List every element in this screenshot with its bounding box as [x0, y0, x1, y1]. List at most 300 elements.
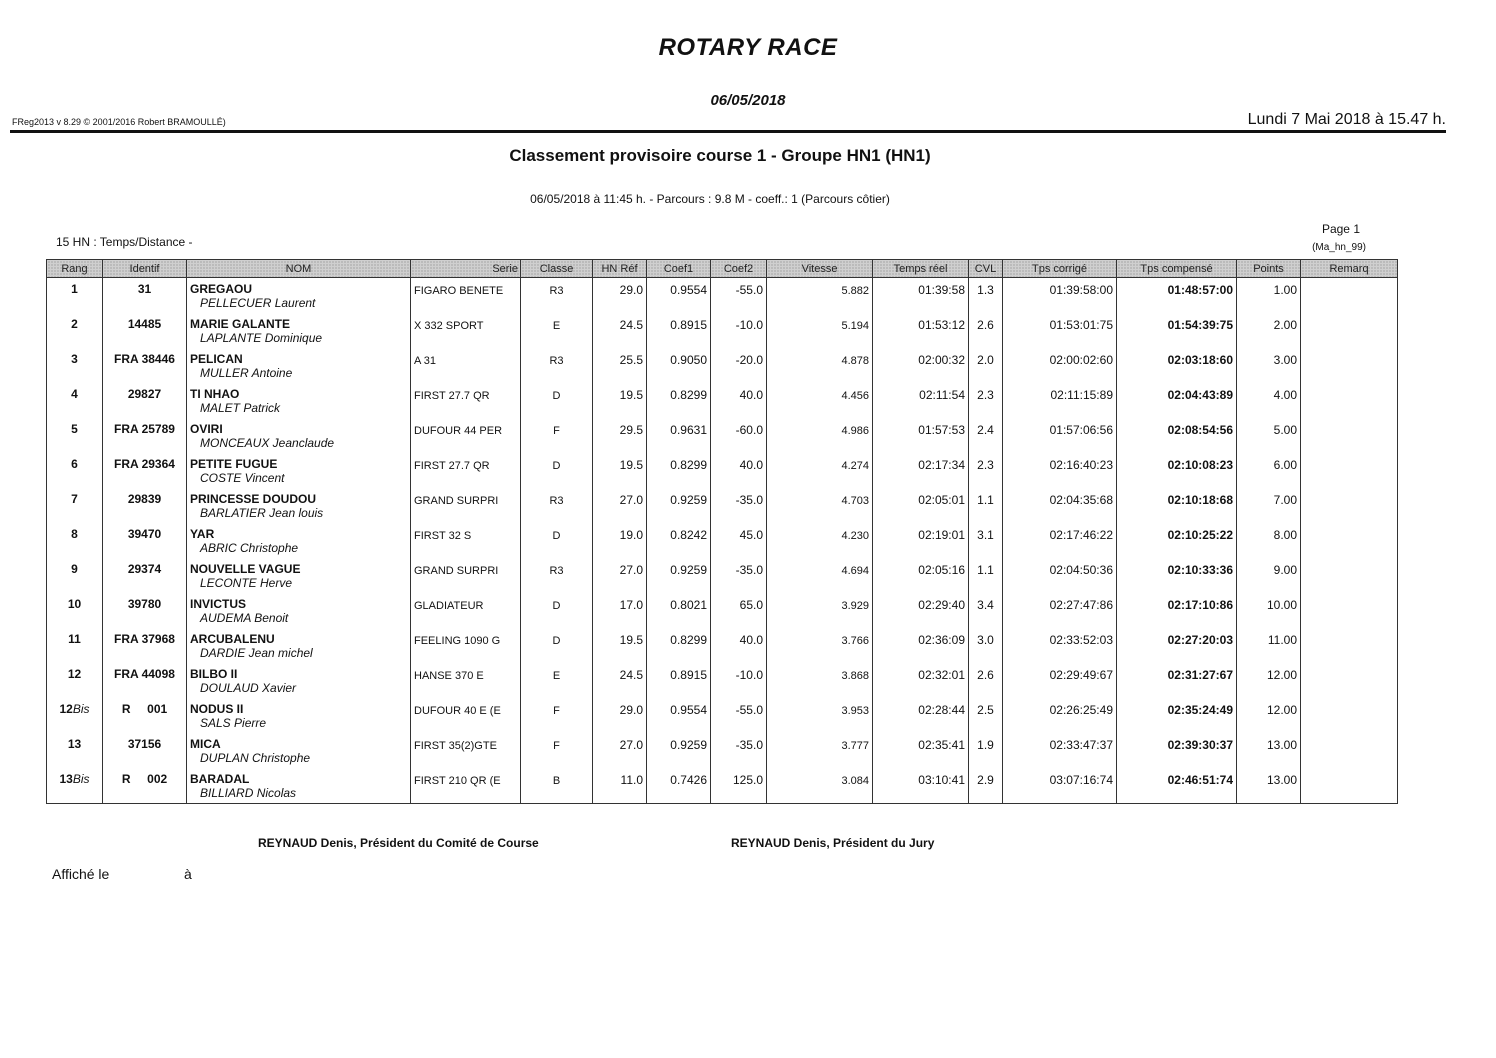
cell-nom — [187, 768, 411, 804]
cell-tps-corrige — [1003, 348, 1117, 383]
cell-coef1 — [647, 558, 711, 593]
vitesse-value: 5.194 — [841, 320, 869, 332]
table-row — [47, 418, 1398, 453]
tps-compense-value: 02:46:51:74 — [1167, 773, 1233, 787]
cell-remarq — [1301, 698, 1398, 733]
temps-reel-value: 02:36:09 — [918, 633, 965, 647]
identif-value: 39780 — [127, 597, 162, 611]
coef2-value: -55.0 — [735, 283, 763, 297]
skipper-name: DARDIE Jean michel — [200, 646, 313, 660]
serie-value: X 332 SPORT — [414, 320, 484, 332]
coef1-value: 0.9259 — [670, 563, 707, 577]
temps-reel-value: 02:19:01 — [918, 528, 965, 542]
cell-classe — [521, 383, 593, 418]
cell-classe — [521, 593, 593, 628]
cell-tps-compense — [1117, 523, 1237, 558]
coef2-value: 125.0 — [732, 773, 763, 787]
coef2-value: -20.0 — [735, 353, 763, 367]
cell-coef2 — [711, 733, 767, 768]
cell-vitesse — [767, 523, 873, 558]
cell-serie — [411, 488, 521, 523]
cell-nom — [187, 628, 411, 663]
cell-tps-corrige — [1003, 628, 1117, 663]
cell-cvl — [969, 698, 1003, 733]
table-row — [47, 628, 1398, 663]
print-timestamp: Lundi 7 Mai 2018 à 15.47 h. — [1247, 111, 1446, 128]
cell-points — [1237, 488, 1301, 523]
cell-temps-reel — [873, 558, 969, 593]
cell-serie — [411, 418, 521, 453]
cvl-value: 1.1 — [977, 563, 994, 577]
cell-hn — [593, 768, 647, 804]
cvl-value: 2.6 — [977, 668, 994, 682]
cell-identif — [103, 488, 187, 523]
cell-rang — [47, 558, 103, 593]
results-body — [47, 278, 1398, 804]
temps-reel-value: 02:29:40 — [918, 598, 965, 612]
coef2-value: -35.0 — [735, 563, 763, 577]
cell-rang — [47, 313, 103, 348]
cell-tps-compense — [1117, 453, 1237, 488]
cell-cvl — [969, 278, 1003, 314]
coef2-value: -55.0 — [735, 703, 763, 717]
page-number: Page 1 — [1321, 222, 1360, 236]
cell-identif — [103, 348, 187, 383]
race-info: 06/05/2018 à 11:45 h. - Parcours : 9.8 M - coeff.: 1 (Parcours côtier) — [530, 192, 890, 206]
tps-compense-value: 02:35:24:49 — [1167, 703, 1233, 717]
cell-serie — [411, 593, 521, 628]
col-header-serie: Serie — [411, 260, 521, 278]
cell-cvl — [969, 523, 1003, 558]
boat-name: MARIE GALANTE — [190, 317, 290, 331]
skipper-name: MONCEAUX Jeanclaude — [200, 436, 335, 450]
classe-value: F — [553, 740, 560, 752]
cell-identif — [103, 453, 187, 488]
table-row — [47, 348, 1398, 383]
cell-tps-corrige — [1003, 453, 1117, 488]
tps-compense-value: 02:31:27:67 — [1167, 668, 1233, 682]
cell-nom — [187, 418, 411, 453]
cell-temps-reel — [873, 663, 969, 698]
coef1-value: 0.9554 — [670, 283, 707, 297]
cell-identif — [103, 663, 187, 698]
cell-hn — [593, 698, 647, 733]
tps-corrige-value: 02:33:47:37 — [1049, 738, 1113, 752]
cell-remarq — [1301, 453, 1398, 488]
cell-vitesse — [767, 698, 873, 733]
cell-remarq — [1301, 733, 1398, 768]
cell-identif — [103, 418, 187, 453]
points-value: 5.00 — [1273, 423, 1297, 437]
tps-compense-value: 02:10:08:23 — [1167, 458, 1233, 472]
cell-tps-compense — [1117, 418, 1237, 453]
cell-temps-reel — [873, 768, 969, 804]
cvl-value: 1.9 — [977, 738, 994, 752]
serie-value: FIRST 210 QR (E — [414, 775, 501, 787]
classe-value: R3 — [549, 285, 564, 297]
table-row — [47, 593, 1398, 628]
cell-tps-corrige — [1003, 663, 1117, 698]
coef2-value: 40.0 — [739, 388, 763, 402]
hn-value: 27.0 — [619, 563, 643, 577]
cell-serie — [411, 278, 521, 314]
cell-nom — [187, 278, 411, 314]
rang-value: 1 — [71, 282, 78, 296]
col-header-tps-corrige: Tps corrigé — [1003, 260, 1117, 278]
cell-vitesse — [767, 663, 873, 698]
coef1-value: 0.8021 — [670, 598, 707, 612]
cell-tps-compense — [1117, 663, 1237, 698]
cell-tps-corrige — [1003, 698, 1117, 733]
cell-points — [1237, 768, 1301, 804]
tps-corrige-value: 02:27:47:86 — [1049, 598, 1113, 612]
table-row — [47, 383, 1398, 418]
cell-coef1 — [647, 593, 711, 628]
cell-hn — [593, 593, 647, 628]
cell-coef2 — [711, 593, 767, 628]
cell-coef1 — [647, 523, 711, 558]
cell-cvl — [969, 593, 1003, 628]
cell-hn — [593, 418, 647, 453]
cell-cvl — [969, 663, 1003, 698]
cell-remarq — [1301, 313, 1398, 348]
points-value: 9.00 — [1273, 563, 1297, 577]
tps-compense-value: 02:10:18:68 — [1167, 493, 1233, 507]
cell-classe — [521, 523, 593, 558]
tps-corrige-value: 02:04:50:36 — [1049, 563, 1113, 577]
tps-corrige-value: 02:26:25:49 — [1049, 703, 1113, 717]
hn-value: 29.0 — [619, 703, 643, 717]
vitesse-value: 3.929 — [841, 600, 869, 612]
cell-points — [1237, 418, 1301, 453]
col-header-tps-compense: Tps compensé — [1117, 260, 1237, 278]
cell-remarq — [1301, 383, 1398, 418]
rang-value: 2 — [71, 317, 78, 331]
vitesse-value: 4.274 — [841, 460, 869, 472]
table-header-row — [47, 260, 1398, 278]
coef2-value: -10.0 — [735, 668, 763, 682]
cell-coef1 — [647, 768, 711, 804]
cell-hn — [593, 278, 647, 314]
header-divider — [10, 130, 1446, 133]
cell-rang — [47, 768, 103, 804]
serie-value: FIGARO BENETE — [414, 285, 504, 297]
skipper-name: PELLECUER Laurent — [200, 296, 316, 310]
cell-cvl — [969, 733, 1003, 768]
cell-cvl — [969, 313, 1003, 348]
points-value: 12.00 — [1266, 703, 1297, 717]
tps-compense-value: 02:17:10:86 — [1167, 598, 1233, 612]
cell-temps-reel — [873, 383, 969, 418]
cvl-value: 3.1 — [977, 528, 994, 542]
cell-vitesse — [767, 488, 873, 523]
cell-coef1 — [647, 418, 711, 453]
cell-tps-corrige — [1003, 488, 1117, 523]
rang-value: 3 — [71, 352, 78, 366]
identif-value: 37156 — [127, 737, 162, 751]
cell-rang — [47, 383, 103, 418]
temps-reel-value: 01:57:53 — [918, 423, 965, 437]
cell-coef2 — [711, 663, 767, 698]
cell-nom — [187, 348, 411, 383]
serie-value: GRAND SURPRI — [414, 495, 499, 507]
classe-value: R3 — [549, 495, 564, 507]
coef1-value: 0.9050 — [670, 353, 707, 367]
temps-reel-value: 02:32:01 — [918, 668, 965, 682]
cell-coef2 — [711, 453, 767, 488]
tps-corrige-value: 01:39:58:00 — [1049, 283, 1113, 297]
serie-value: A 31 — [414, 355, 437, 367]
hn-value: 25.5 — [619, 353, 643, 367]
cell-points — [1237, 383, 1301, 418]
tps-corrige-value: 02:29:49:67 — [1049, 668, 1113, 682]
cell-cvl — [969, 488, 1003, 523]
table-row — [47, 663, 1398, 698]
cell-hn — [593, 663, 647, 698]
temps-reel-value: 01:53:12 — [918, 318, 965, 332]
cell-points — [1237, 453, 1301, 488]
cell-remarq — [1301, 523, 1398, 558]
vitesse-value: 3.766 — [841, 635, 869, 647]
rang-value: 7 — [71, 492, 78, 506]
identif-value: 29827 — [127, 387, 162, 401]
cell-coef1 — [647, 278, 711, 314]
hn-value: 27.0 — [619, 493, 643, 507]
points-value: 13.00 — [1266, 738, 1297, 752]
cell-temps-reel — [873, 488, 969, 523]
cell-classe — [521, 733, 593, 768]
cell-tps-compense — [1117, 348, 1237, 383]
cvl-value: 2.0 — [977, 353, 994, 367]
cell-vitesse — [767, 593, 873, 628]
identif-value: FRA 25789 — [114, 422, 175, 436]
cell-coef1 — [647, 348, 711, 383]
temps-reel-value: 03:10:41 — [918, 773, 965, 787]
skipper-name: LAPLANTE Dominique — [200, 331, 323, 345]
rang-value: 12 — [59, 702, 73, 716]
vitesse-value: 4.703 — [841, 495, 869, 507]
coef2-value: 45.0 — [739, 528, 763, 542]
hn-value: 19.5 — [619, 633, 643, 647]
coef1-value: 0.8299 — [670, 458, 707, 472]
cell-serie — [411, 628, 521, 663]
cell-identif — [103, 733, 187, 768]
tps-corrige-value: 01:53:01:75 — [1049, 318, 1113, 332]
classe-value: E — [552, 670, 561, 682]
classe-value: B — [552, 775, 561, 787]
points-value: 3.00 — [1273, 353, 1297, 367]
cell-cvl — [969, 453, 1003, 488]
hn-value: 19.5 — [619, 388, 643, 402]
cvl-value: 1.3 — [977, 283, 994, 297]
temps-reel-value: 01:39:58 — [918, 283, 965, 297]
serie-value: HANSE 370 E — [414, 670, 484, 682]
identif-value: 39470 — [127, 527, 162, 541]
rang-value: 13 — [67, 737, 82, 751]
page-code: (Ma_hn_99) — [1312, 242, 1366, 253]
cell-coef2 — [711, 313, 767, 348]
coef2-value: 65.0 — [739, 598, 763, 612]
coef2-value: 40.0 — [739, 458, 763, 472]
cell-rang — [47, 733, 103, 768]
cell-tps-corrige — [1003, 418, 1117, 453]
coef1-value: 0.8915 — [670, 668, 707, 682]
cell-points — [1237, 313, 1301, 348]
vitesse-value: 4.456 — [841, 390, 869, 402]
points-value: 4.00 — [1273, 388, 1297, 402]
cell-nom — [187, 523, 411, 558]
cell-temps-reel — [873, 523, 969, 558]
points-value: 7.00 — [1273, 493, 1297, 507]
cell-rang — [47, 453, 103, 488]
vitesse-value: 3.868 — [841, 670, 869, 682]
skipper-name: LECONTE Herve — [200, 576, 293, 590]
boat-name: OVIRI — [190, 422, 223, 436]
rang-value: 9 — [71, 562, 78, 576]
hn-value: 19.0 — [619, 528, 643, 542]
identif-value: R 001 — [121, 702, 168, 716]
temps-reel-value: 02:05:16 — [918, 563, 965, 577]
cell-nom — [187, 663, 411, 698]
boat-name: NODUS II — [190, 702, 244, 716]
col-header-points: Points — [1237, 260, 1301, 278]
cell-hn — [593, 488, 647, 523]
cell-rang — [47, 698, 103, 733]
cell-serie — [411, 663, 521, 698]
cell-coef1 — [647, 628, 711, 663]
table-row — [47, 453, 1398, 488]
points-value: 2.00 — [1273, 318, 1297, 332]
cell-tps-corrige — [1003, 523, 1117, 558]
tps-compense-value: 02:10:25:22 — [1167, 528, 1233, 542]
col-header-identif: Identif — [103, 260, 187, 278]
cell-tps-compense — [1117, 383, 1237, 418]
identif-value: 29839 — [127, 492, 162, 506]
vitesse-value: 3.084 — [841, 775, 869, 787]
cell-hn — [593, 348, 647, 383]
skipper-name: DOULAUD Xavier — [200, 681, 297, 695]
cell-tps-corrige — [1003, 558, 1117, 593]
cell-cvl — [969, 628, 1003, 663]
boat-name: YAR — [190, 527, 215, 541]
cell-identif — [103, 558, 187, 593]
table-row — [47, 313, 1398, 348]
cell-hn — [593, 733, 647, 768]
identif-value: FRA 29364 — [114, 457, 175, 471]
cell-temps-reel — [873, 593, 969, 628]
cell-identif — [103, 698, 187, 733]
tps-corrige-value: 02:16:40:23 — [1049, 458, 1113, 472]
vitesse-value: 4.230 — [841, 530, 869, 542]
coef2-value: -60.0 — [735, 423, 763, 437]
cell-nom — [187, 488, 411, 523]
cell-rang — [47, 663, 103, 698]
ranking-subtitle: Classement provisoire course 1 - Groupe HN1 (HN1) — [509, 146, 931, 165]
cell-tps-compense — [1117, 313, 1237, 348]
points-value: 11.00 — [1267, 633, 1297, 647]
identif-value: 14485 — [127, 317, 162, 331]
cell-nom — [187, 733, 411, 768]
cell-vitesse — [767, 453, 873, 488]
cell-nom — [187, 313, 411, 348]
hn-value: 29.0 — [619, 283, 643, 297]
software-credit: FReg2013 v 8.29 © 2001/2016 Robert BRAMOULLÉ) — [12, 117, 226, 127]
cell-rang — [47, 278, 103, 314]
cell-vitesse — [767, 313, 873, 348]
cell-vitesse — [767, 348, 873, 383]
hn-value: 24.5 — [619, 318, 643, 332]
cell-hn — [593, 523, 647, 558]
cell-tps-compense — [1117, 593, 1237, 628]
cell-temps-reel — [873, 733, 969, 768]
coef2-value: -10.0 — [735, 318, 763, 332]
cell-classe — [521, 418, 593, 453]
cell-tps-corrige — [1003, 768, 1117, 804]
cell-coef2 — [711, 558, 767, 593]
skipper-name: MULLER Antoine — [200, 366, 293, 380]
temps-reel-value: 02:11:54 — [919, 388, 965, 402]
cell-tps-corrige — [1003, 383, 1117, 418]
cell-rang — [47, 348, 103, 383]
boat-name: MICA — [190, 737, 221, 751]
cell-serie — [411, 768, 521, 804]
cell-vitesse — [767, 418, 873, 453]
tps-compense-value: 02:08:54:56 — [1167, 423, 1233, 437]
col-header-rang: Rang — [47, 260, 103, 278]
cell-vitesse — [767, 383, 873, 418]
cell-serie — [411, 383, 521, 418]
cell-serie — [411, 698, 521, 733]
tps-corrige-value: 01:57:06:56 — [1049, 423, 1113, 437]
cell-coef1 — [647, 488, 711, 523]
tps-compense-value: 02:10:33:36 — [1167, 563, 1233, 577]
skipper-name: BILLIARD Nicolas — [200, 786, 297, 800]
rang-bis: Bis — [72, 772, 90, 786]
cell-cvl — [969, 418, 1003, 453]
boat-name: ARCUBALENU — [190, 632, 275, 646]
cell-hn — [593, 558, 647, 593]
table-row — [47, 523, 1398, 558]
cell-tps-compense — [1117, 733, 1237, 768]
rang-value: 13 — [59, 772, 73, 786]
points-value: 8.00 — [1273, 528, 1297, 542]
cell-coef1 — [647, 383, 711, 418]
identif-value: FRA 38446 — [114, 352, 175, 366]
cell-coef2 — [711, 488, 767, 523]
cell-identif — [103, 628, 187, 663]
identif-value: FRA 37968 — [114, 632, 175, 646]
cell-serie — [411, 558, 521, 593]
cvl-value: 2.3 — [977, 458, 994, 472]
cell-serie — [411, 313, 521, 348]
points-value: 13.00 — [1266, 773, 1297, 787]
tps-compense-value: 01:54:39:75 — [1167, 318, 1233, 332]
rang-value: 10 — [67, 597, 82, 611]
hn-value: 17.0 — [619, 598, 643, 612]
jury-president: REYNAUD Denis, Président du Jury — [731, 836, 935, 850]
temps-reel-value: 02:35:41 — [918, 738, 965, 752]
cell-serie — [411, 733, 521, 768]
cell-classe — [521, 663, 593, 698]
cell-temps-reel — [873, 418, 969, 453]
cvl-value: 3.0 — [977, 633, 994, 647]
cell-identif — [103, 593, 187, 628]
col-header-temps-reel: Temps réel — [873, 260, 969, 278]
coef1-value: 0.9259 — [670, 493, 707, 507]
cell-rang — [47, 488, 103, 523]
cell-points — [1237, 558, 1301, 593]
cell-classe — [521, 558, 593, 593]
